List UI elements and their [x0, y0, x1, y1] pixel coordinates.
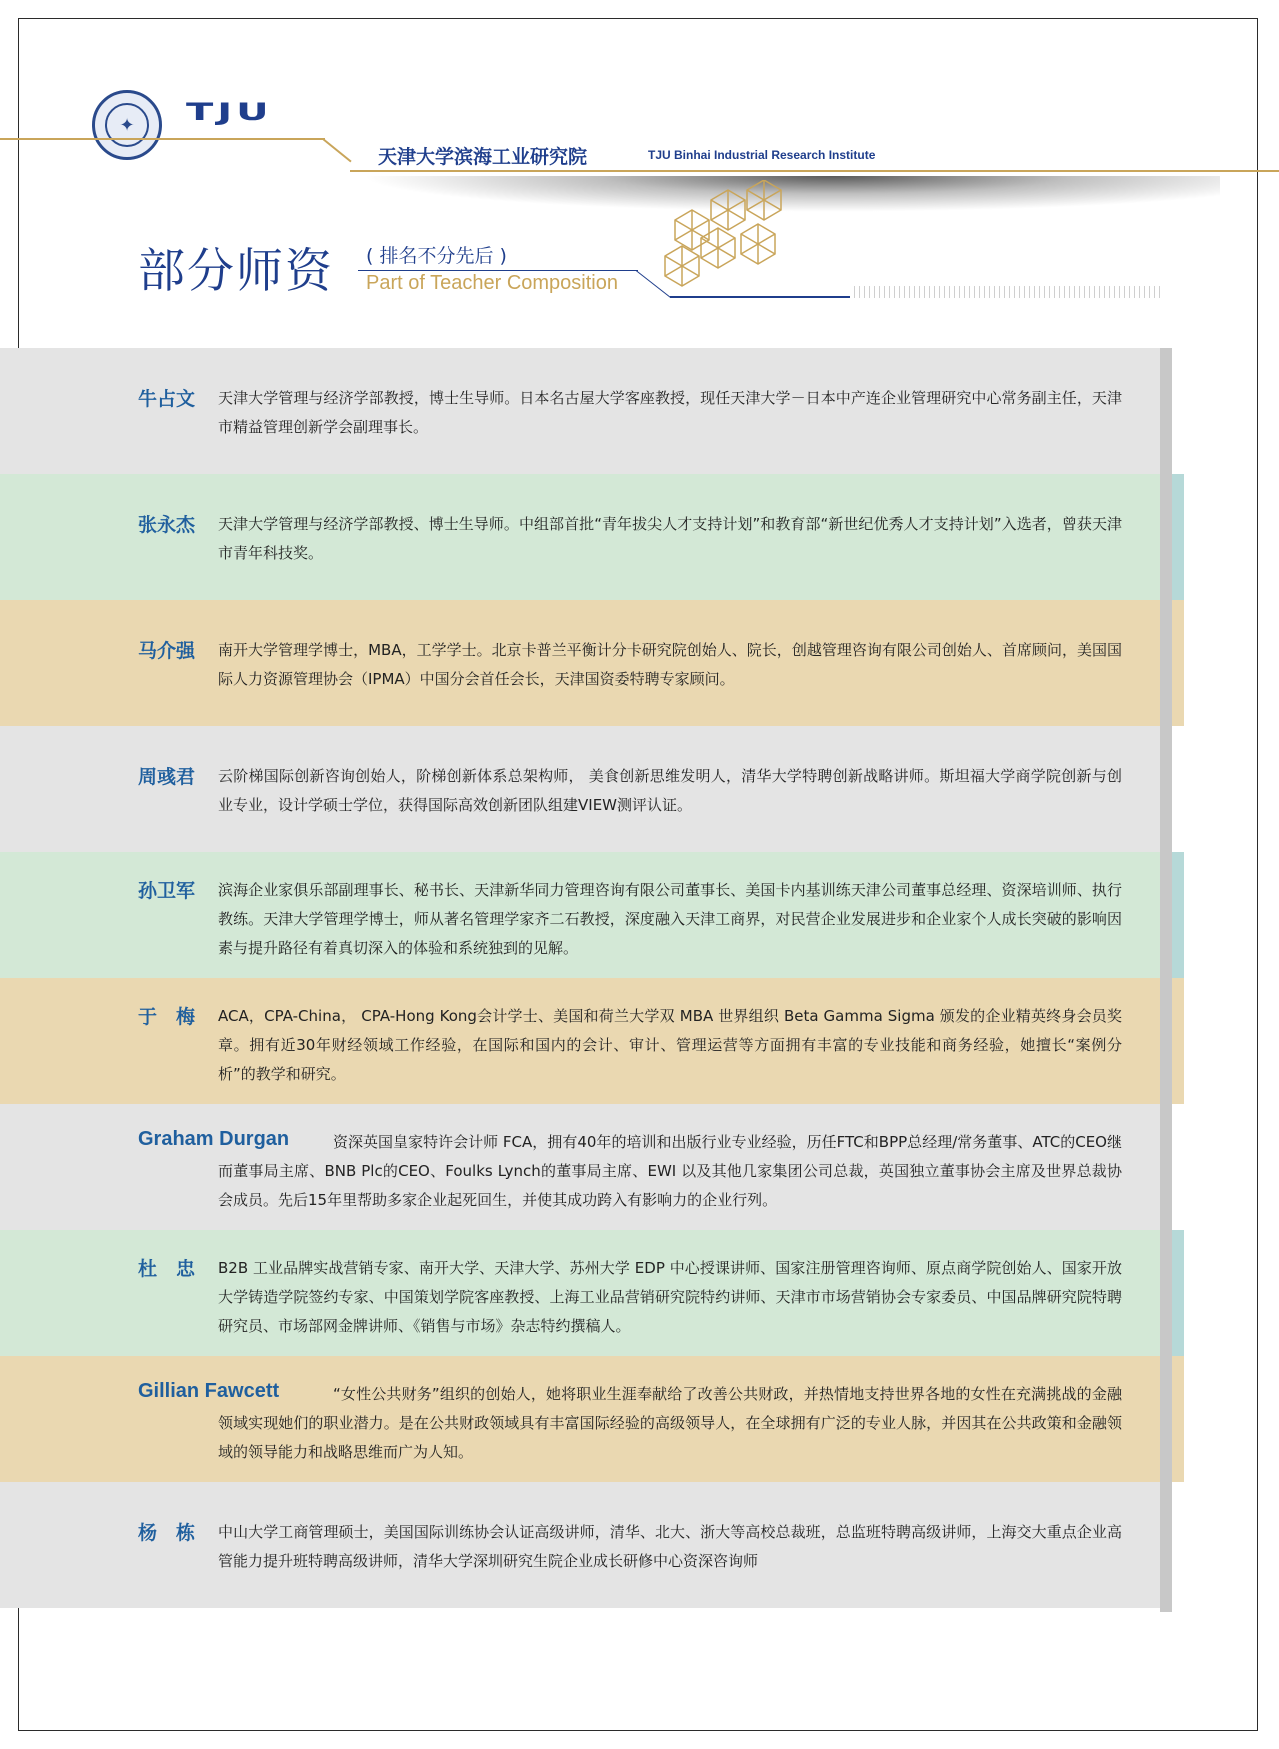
side-accent [1172, 978, 1184, 1104]
teacher-description: 南开大学管理学博士，MBA，工学学士。北京卡普兰平衡计分卡研究院创始人、院长，创越管理咨询有限公司创始人、首席顾问，美国国际人力资源管理协会（IPMA）中国分会首任会长，天津国资委特聘专家顾问。 [218, 641, 1122, 688]
side-accent [1172, 1356, 1184, 1482]
side-accent [1172, 852, 1184, 978]
institute-name-en: TJU Binhai Industrial Research Institute [648, 148, 876, 162]
institute-name-cn: 天津大学滨海工业研究院 [378, 146, 588, 168]
teacher-description: B2B 工业品牌实战营销专家、南开大学、天津大学、苏州大学 EDP 中心授课讲师、国家注册管理咨询师、原点商学院创始人、国家开放大学铸造学院签约专家、中国策划学院客座教授、上海工业品营销研究院特约讲师、天津市市场营销协会专家委员、中国品牌研究院特聘研究员、市场部网金牌讲师、《销售与市场》杂志特约撰稿人。 [218, 1259, 1122, 1335]
teacher-name: Gillian Fawcett [138, 1380, 280, 1402]
teacher-row [0, 474, 1160, 600]
tju-logo: TJU [186, 98, 273, 126]
teacher-row [0, 1356, 1160, 1482]
teacher-description: “女性公共财务”组织的创始人，她将职业生涯奉献给了改善公共财政，并热情地支持世界各地的女性在充满挑战的金融领域实现她们的职业潜力。是在公共财政领域具有丰富国际经验的高级领导人，在全球拥有广泛的专业人脉，并因其在公共政策和金融领域的领导能力和战略思维而广为人知。 [218, 1385, 1122, 1461]
page-title-en: Part of Teacher Composition [366, 272, 618, 294]
emblem-seal-icon: ✦ [105, 103, 149, 147]
teacher-row [0, 1230, 1160, 1356]
side-accent [1172, 600, 1184, 726]
header-gold-rule-right [350, 170, 1279, 172]
teacher-name: 马介强 [138, 640, 196, 662]
teacher-row [0, 852, 1160, 978]
teacher-row [0, 1104, 1160, 1230]
side-accent [1172, 474, 1184, 600]
hexagon-pattern-icon [660, 180, 810, 290]
teacher-description: 资深英国皇家特许会计师 FCA，拥有40年的培训和出版行业专业经验，历任FTC和BPP总经理/常务董事、ATC的CEO继而董事局主席、BNB Plc的CEO、Foulks Lynch的董事局主席、EWI 以及其他几家集团公司总裁，英国独立董事协会主席及世界总裁协会成员。先后15年里帮助多家企业起死回生，并使其成功跨入有影响力的企业行列。 [218, 1133, 1122, 1209]
side-bar [1160, 348, 1172, 1612]
university-emblem [92, 90, 162, 160]
teacher-description: 天津大学管理与经济学部教授，博士生导师。日本名古屋大学客座教授，现任天津大学－日本中产连企业管理研究中心常务副主任，天津市精益管理创新学会副理事长。 [218, 389, 1122, 436]
teacher-name: 张永杰 [138, 514, 196, 536]
teacher-name: Graham Durgan [138, 1128, 290, 1150]
teacher-row [0, 978, 1160, 1104]
teacher-description: 滨海企业家俱乐部副理事长、秘书长、天津新华同力管理咨询有限公司董事长、美国卡内基训练天津公司董事总经理、资深培训师、执行教练。天津大学管理学博士，师从著名管理学家齐二石教授，深度融入天津工商界，对民营企业发展进步和企业家个人成长突破的影响因素与提升路径有着真切深入的体验和系统独到的见解。 [218, 881, 1122, 957]
teacher-name: 周彧君 [138, 766, 196, 788]
title-note: ( 排名不分先后 ) [366, 245, 507, 267]
teacher-row [0, 1482, 1160, 1608]
teacher-list [0, 348, 1160, 1608]
teacher-name: 孙卫军 [138, 880, 196, 902]
teacher-name: 牛占文 [138, 388, 196, 410]
side-accent [1172, 1230, 1184, 1356]
title-rule [358, 270, 638, 271]
teacher-row [0, 600, 1160, 726]
teacher-description: 中山大学工商管理硕士，美国国际训练协会认证高级讲师，清华、北大、浙大等高校总裁班，总监班特聘高级讲师，上海交大重点企业高管能力提升班特聘高级讲师，清华大学深圳研究生院企业成长研修中心资深咨询师 [218, 1523, 1122, 1570]
header-gold-rule [0, 138, 325, 140]
teacher-description: ACA，CPA-China， CPA-Hong Kong会计学士、美国和荷兰大学双 MBA 世界组织 Beta Gamma Sigma 颁发的企业精英终身会员奖章。拥有近30年财经领域工作经验，在国际和国内的会计、审计、管理运营等方面拥有丰富的专业技能和商务经验，她擅长“案例分析”的教学和研究。 [218, 1007, 1122, 1083]
teacher-name: 杜 忠 [138, 1258, 196, 1280]
teacher-row [0, 348, 1160, 474]
teacher-name: 于 梅 [138, 1006, 196, 1028]
teacher-row [0, 726, 1160, 852]
teacher-name: 杨 栋 [138, 1522, 196, 1544]
dotted-rule [854, 286, 1160, 298]
title-underline [670, 296, 850, 298]
page-title: 部分师资 [138, 244, 334, 299]
teacher-description: 天津大学管理与经济学部教授、博士生导师。中组部首批“青年拔尖人才支持计划”和教育部“新世纪优秀人才支持计划”入选者，曾获天津市青年科技奖。 [218, 515, 1122, 562]
teacher-description: 云阶梯国际创新咨询创始人，阶梯创新体系总架构师， 美食创新思维发明人，清华大学特聘创新战略讲师。斯坦福大学商学院创新与创业专业，设计学硕士学位，获得国际高效创新团队组建VIEW测评认证。 [218, 767, 1122, 814]
